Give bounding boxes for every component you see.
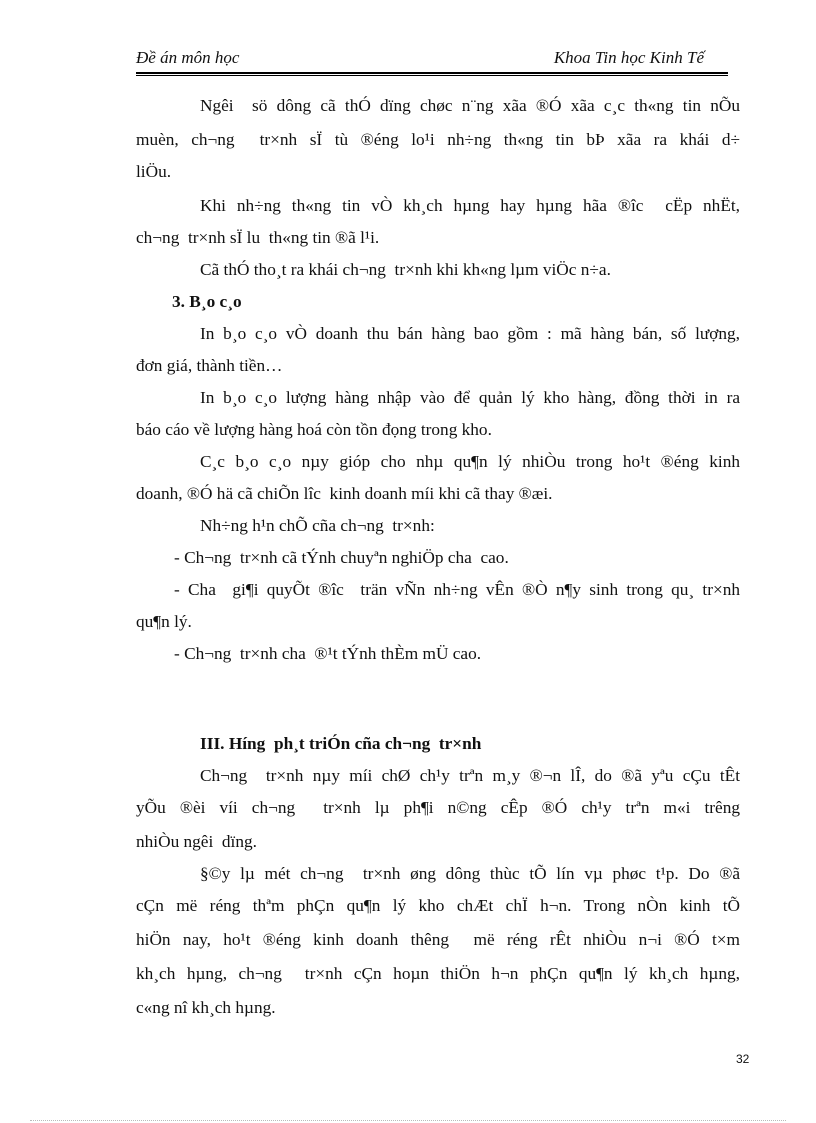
paragraph-line: Nh÷ng h¹n chÕ cña ch¬ng tr×nh: xyxy=(200,516,435,535)
header-course-title: Đề án môn học xyxy=(136,48,240,67)
page-number: 32 xyxy=(736,1052,750,1066)
paragraph-line: ch¬ng tr×nh sÏ lu th«ng tin ®ã l¹i. xyxy=(136,228,380,247)
header-divider xyxy=(136,75,728,76)
paragraph-line: hiÖn nay, ho¹t ®éng kinh doanh thêng më réng rÊt nhiÒu n¬i ®Ó t×m xyxy=(136,930,740,949)
paragraph-line: muèn, ch¬ng tr×nh sÏ tù ®éng lo¹i nh÷ng th«ng tin bÞ xãa ra khái d÷ xyxy=(136,130,740,149)
list-item-continuation: qu¶n lý. xyxy=(136,612,192,631)
paragraph-line: §©y lµ mét ch¬ng tr×nh øng dông thùc tÕ lín vµ phøc t¹p. Do ®ã xyxy=(200,864,740,883)
header-faculty: Khoa Tin học Kinh Tế xyxy=(553,48,704,67)
section-heading: III. Híng ph¸t triÓn cña ch¬ng tr×nh xyxy=(200,734,482,753)
paragraph-line: c«ng nî kh¸ch hµng. xyxy=(136,998,276,1017)
paragraph-line: In b¸o c¸o lượng hàng nhập vào để quản lý kho hàng, đồng thời in ra xyxy=(200,388,740,407)
paragraph-line: đơn giá, thành tiền… xyxy=(136,356,283,375)
paragraph-line: C¸c b¸o c¸o nµy gióp cho nhµ qu¶n lý nhiÒu trong ho¹t ®éng kinh xyxy=(200,452,740,471)
footer-divider xyxy=(30,1120,786,1121)
paragraph-line: Ch¬ng tr×nh nµy míi chØ ch¹y trªn m¸y ®¬n lÎ, do ®ã yªu cÇu tÊt xyxy=(200,766,740,785)
section-heading: 3. B¸o c¸o xyxy=(172,292,242,311)
paragraph-line: Ngêi sö dông cã thÓ dïng chøc n¨ng xãa ®Ó xãa c¸c th«ng tin nÕu xyxy=(200,96,740,115)
paragraph-line: nhiÒu ngêi dïng. xyxy=(136,832,257,851)
list-item: - Cha gi¶i quyÕt ®îc trän vÑn nh÷ng vÊn ®Ò n¶y sinh trong qu¸ tr×nh xyxy=(174,580,740,599)
paragraph-line: Cã thÓ tho¸t ra khái ch¬ng tr×nh khi kh«ng lµm viÖc n÷a. xyxy=(200,260,611,279)
list-item: - Ch¬ng tr×nh cã tÝnh chuyªn nghiÖp cha cao. xyxy=(174,548,509,567)
paragraph-line: báo cáo về lượng hàng hoá còn tồn đọng trong kho. xyxy=(136,420,492,439)
paragraph-line: cÇn më réng thªm phÇn qu¶n lý kho chÆt chÏ h¬n. Trong nÒn kinh tÕ xyxy=(136,896,740,915)
paragraph-line: yÕu ®èi víi ch¬ng tr×nh lµ ph¶i n©ng cÊp ®Ó ch¹y trªn m«i trêng xyxy=(136,798,740,817)
paragraph-line: kh¸ch hµng, ch¬ng tr×nh cÇn hoµn thiÖn h¬n phÇn qu¶n lý kh¸ch hµng, xyxy=(136,964,740,983)
list-item: - Ch¬ng tr×nh cha ®¹t tÝnh thÈm mÜ cao. xyxy=(174,644,482,663)
paragraph-line: In b¸o c¸o vÒ doanh thu bán hàng bao gồm : mã hàng bán, số lượng, xyxy=(200,324,740,343)
paragraph-line: Khi nh÷ng th«ng tin vÒ kh¸ch hµng hay hµng hãa ®îc cËp nhËt, xyxy=(200,196,740,215)
paragraph-line: liÖu. xyxy=(136,162,172,181)
page-header xyxy=(136,48,728,74)
paragraph-line: doanh, ®Ó hä cã chiÕn lîc kinh doanh míi khi cã thay ®æi. xyxy=(136,484,553,503)
